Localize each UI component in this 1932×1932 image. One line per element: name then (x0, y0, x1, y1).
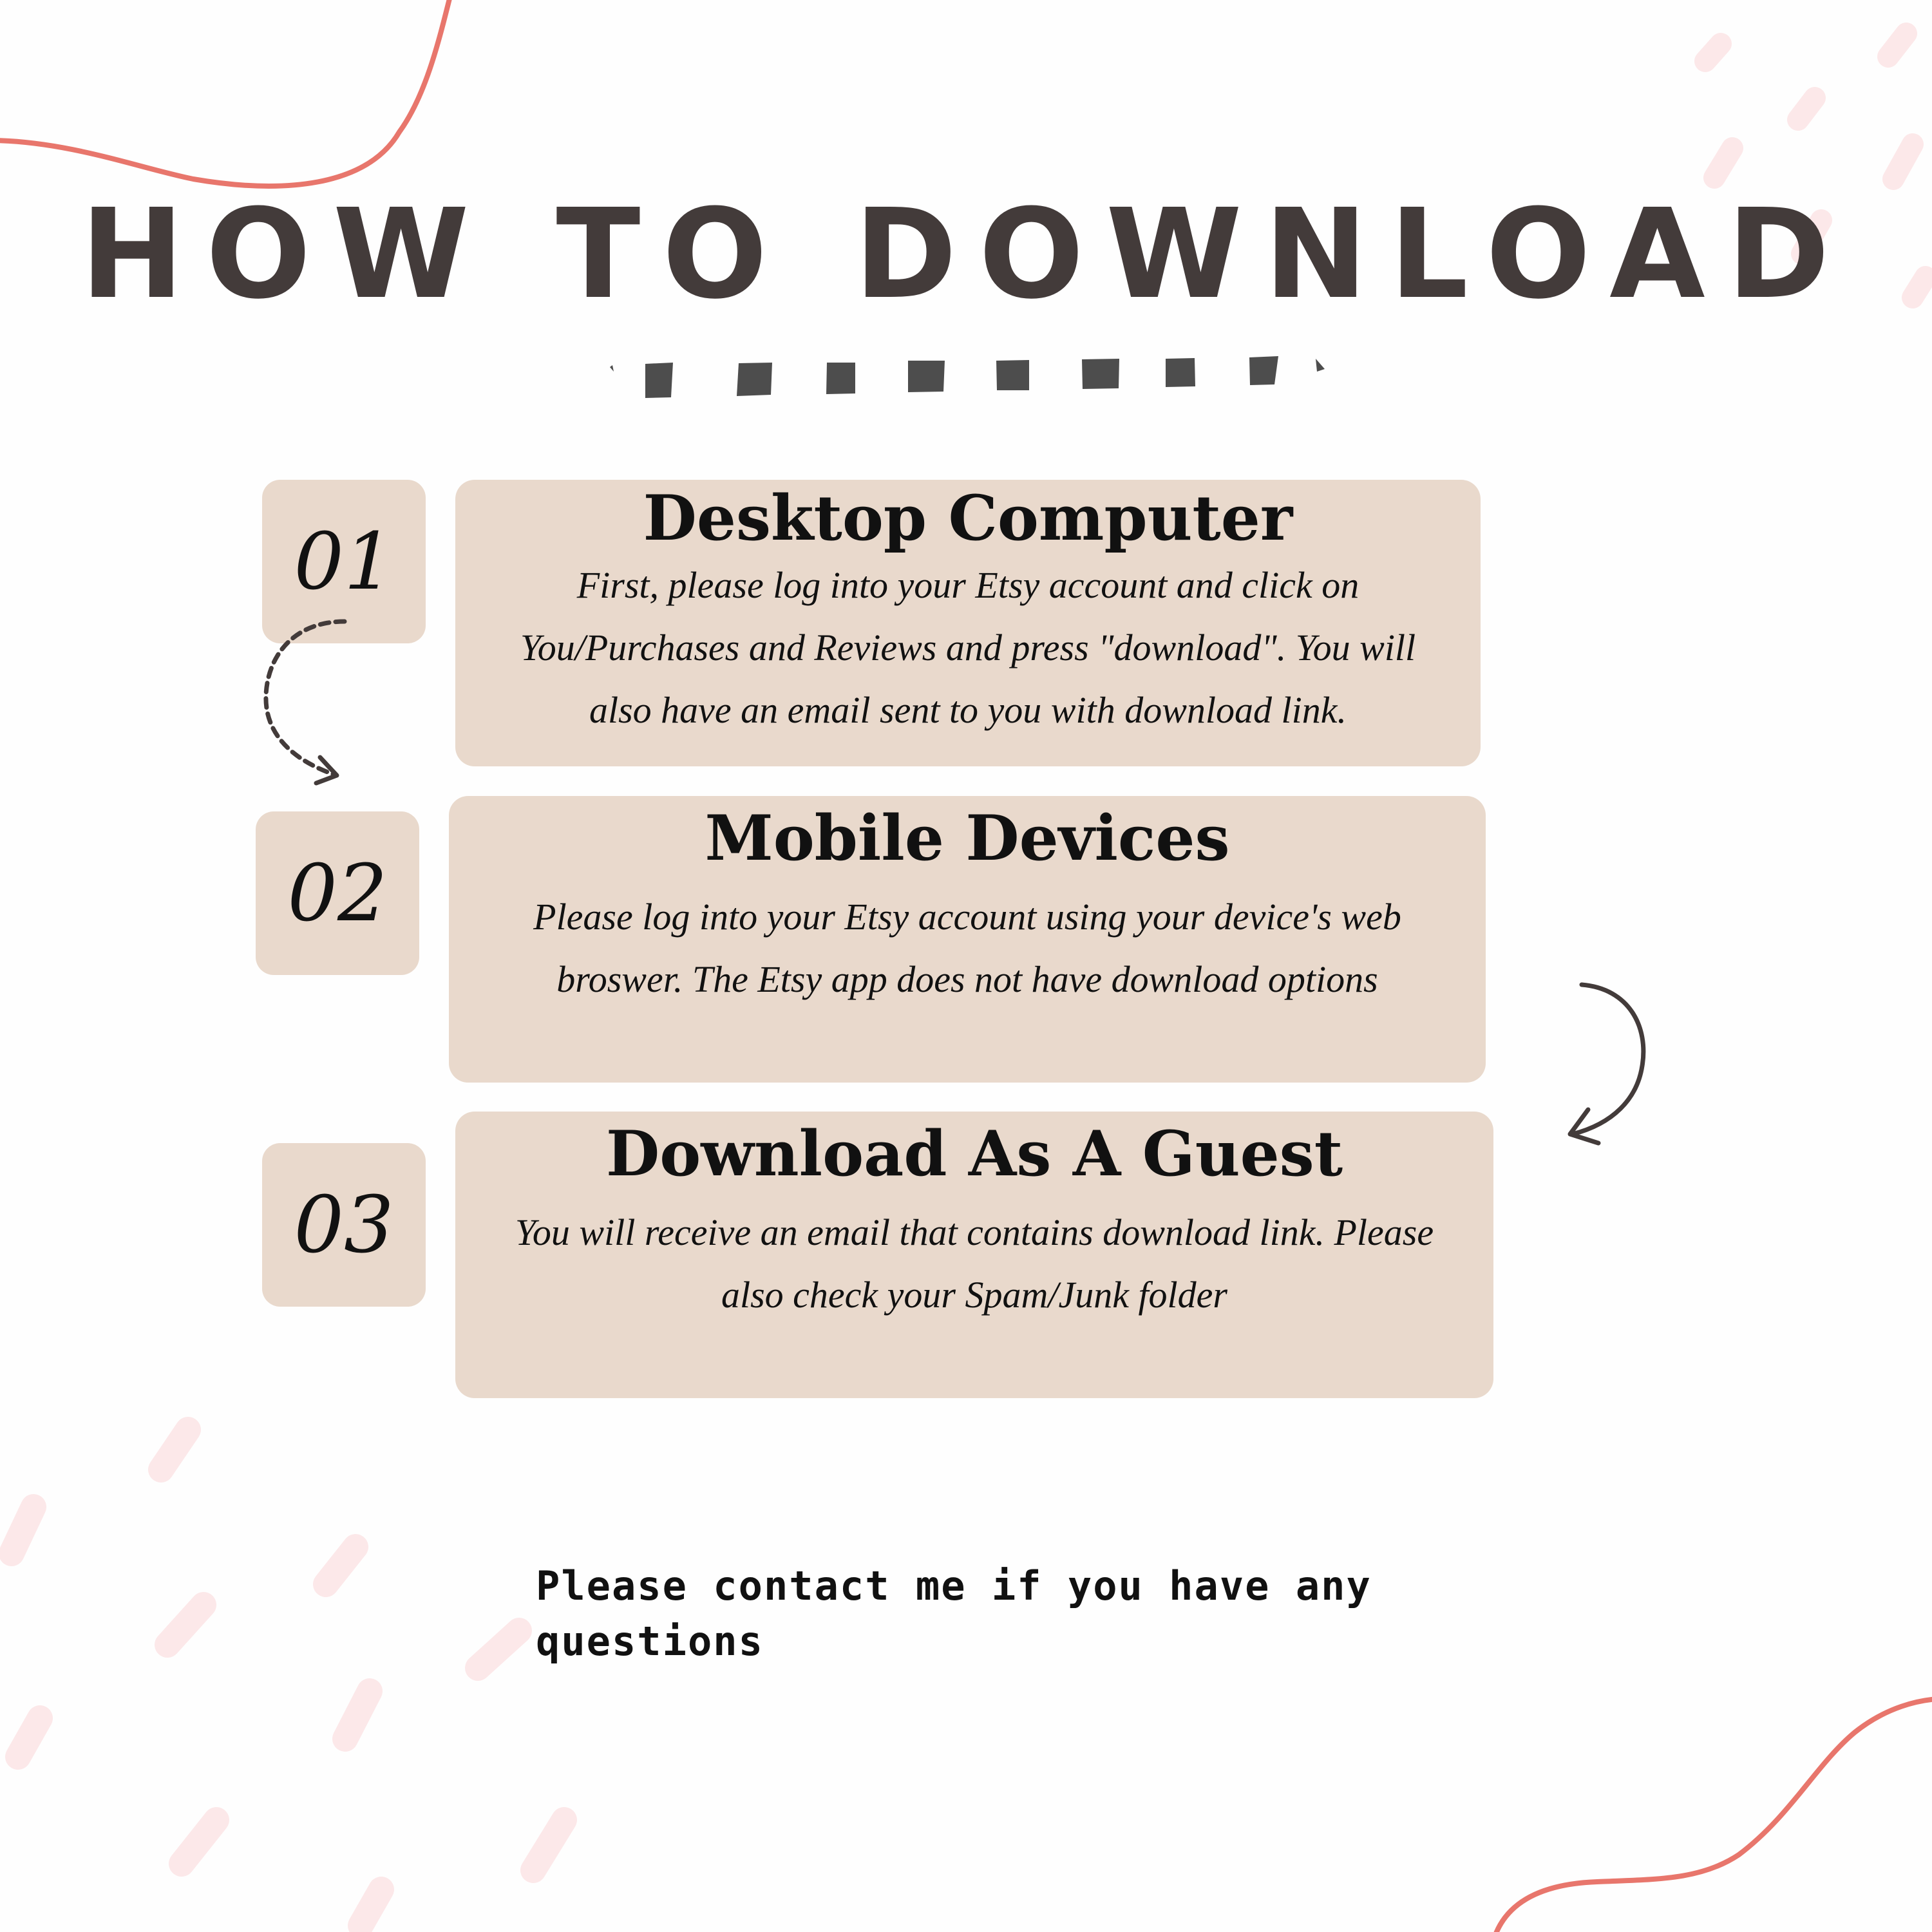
step-description: You will receive an email that contains download link. Please also check your Spam/Junk folder (515, 1211, 1434, 1316)
step-heading: Mobile Devices (705, 802, 1230, 875)
step-number-label: 01 (294, 516, 394, 607)
step-card-desktop (455, 480, 1481, 766)
step-description: Please log into your Etsy account using your device's web broswer. The Etsy app does not have download options (533, 895, 1401, 1000)
title-divider (609, 351, 1327, 402)
step-card-guest (455, 1112, 1493, 1398)
step-number-label: 02 (287, 848, 388, 939)
curved-arrow-icon (1558, 976, 1662, 1150)
step-number-label: 03 (294, 1179, 394, 1271)
step-card-mobile (449, 796, 1486, 1083)
step-description: First, please log into your Etsy account and click on You/Purchases and Reviews and press "download". You will also have an email sent to you with download link. (520, 564, 1416, 731)
contact-note: Please contact me if you have any questions (536, 1562, 1372, 1665)
dashed-curved-arrow-icon (254, 612, 357, 792)
step-heading: Desktop Computer (643, 482, 1293, 554)
step-number-03 (262, 1143, 426, 1307)
step-heading: Download As A Guest (605, 1117, 1343, 1190)
page-title: HOW TO DOWNLOAD (80, 183, 1852, 327)
step-number-02 (256, 811, 419, 975)
